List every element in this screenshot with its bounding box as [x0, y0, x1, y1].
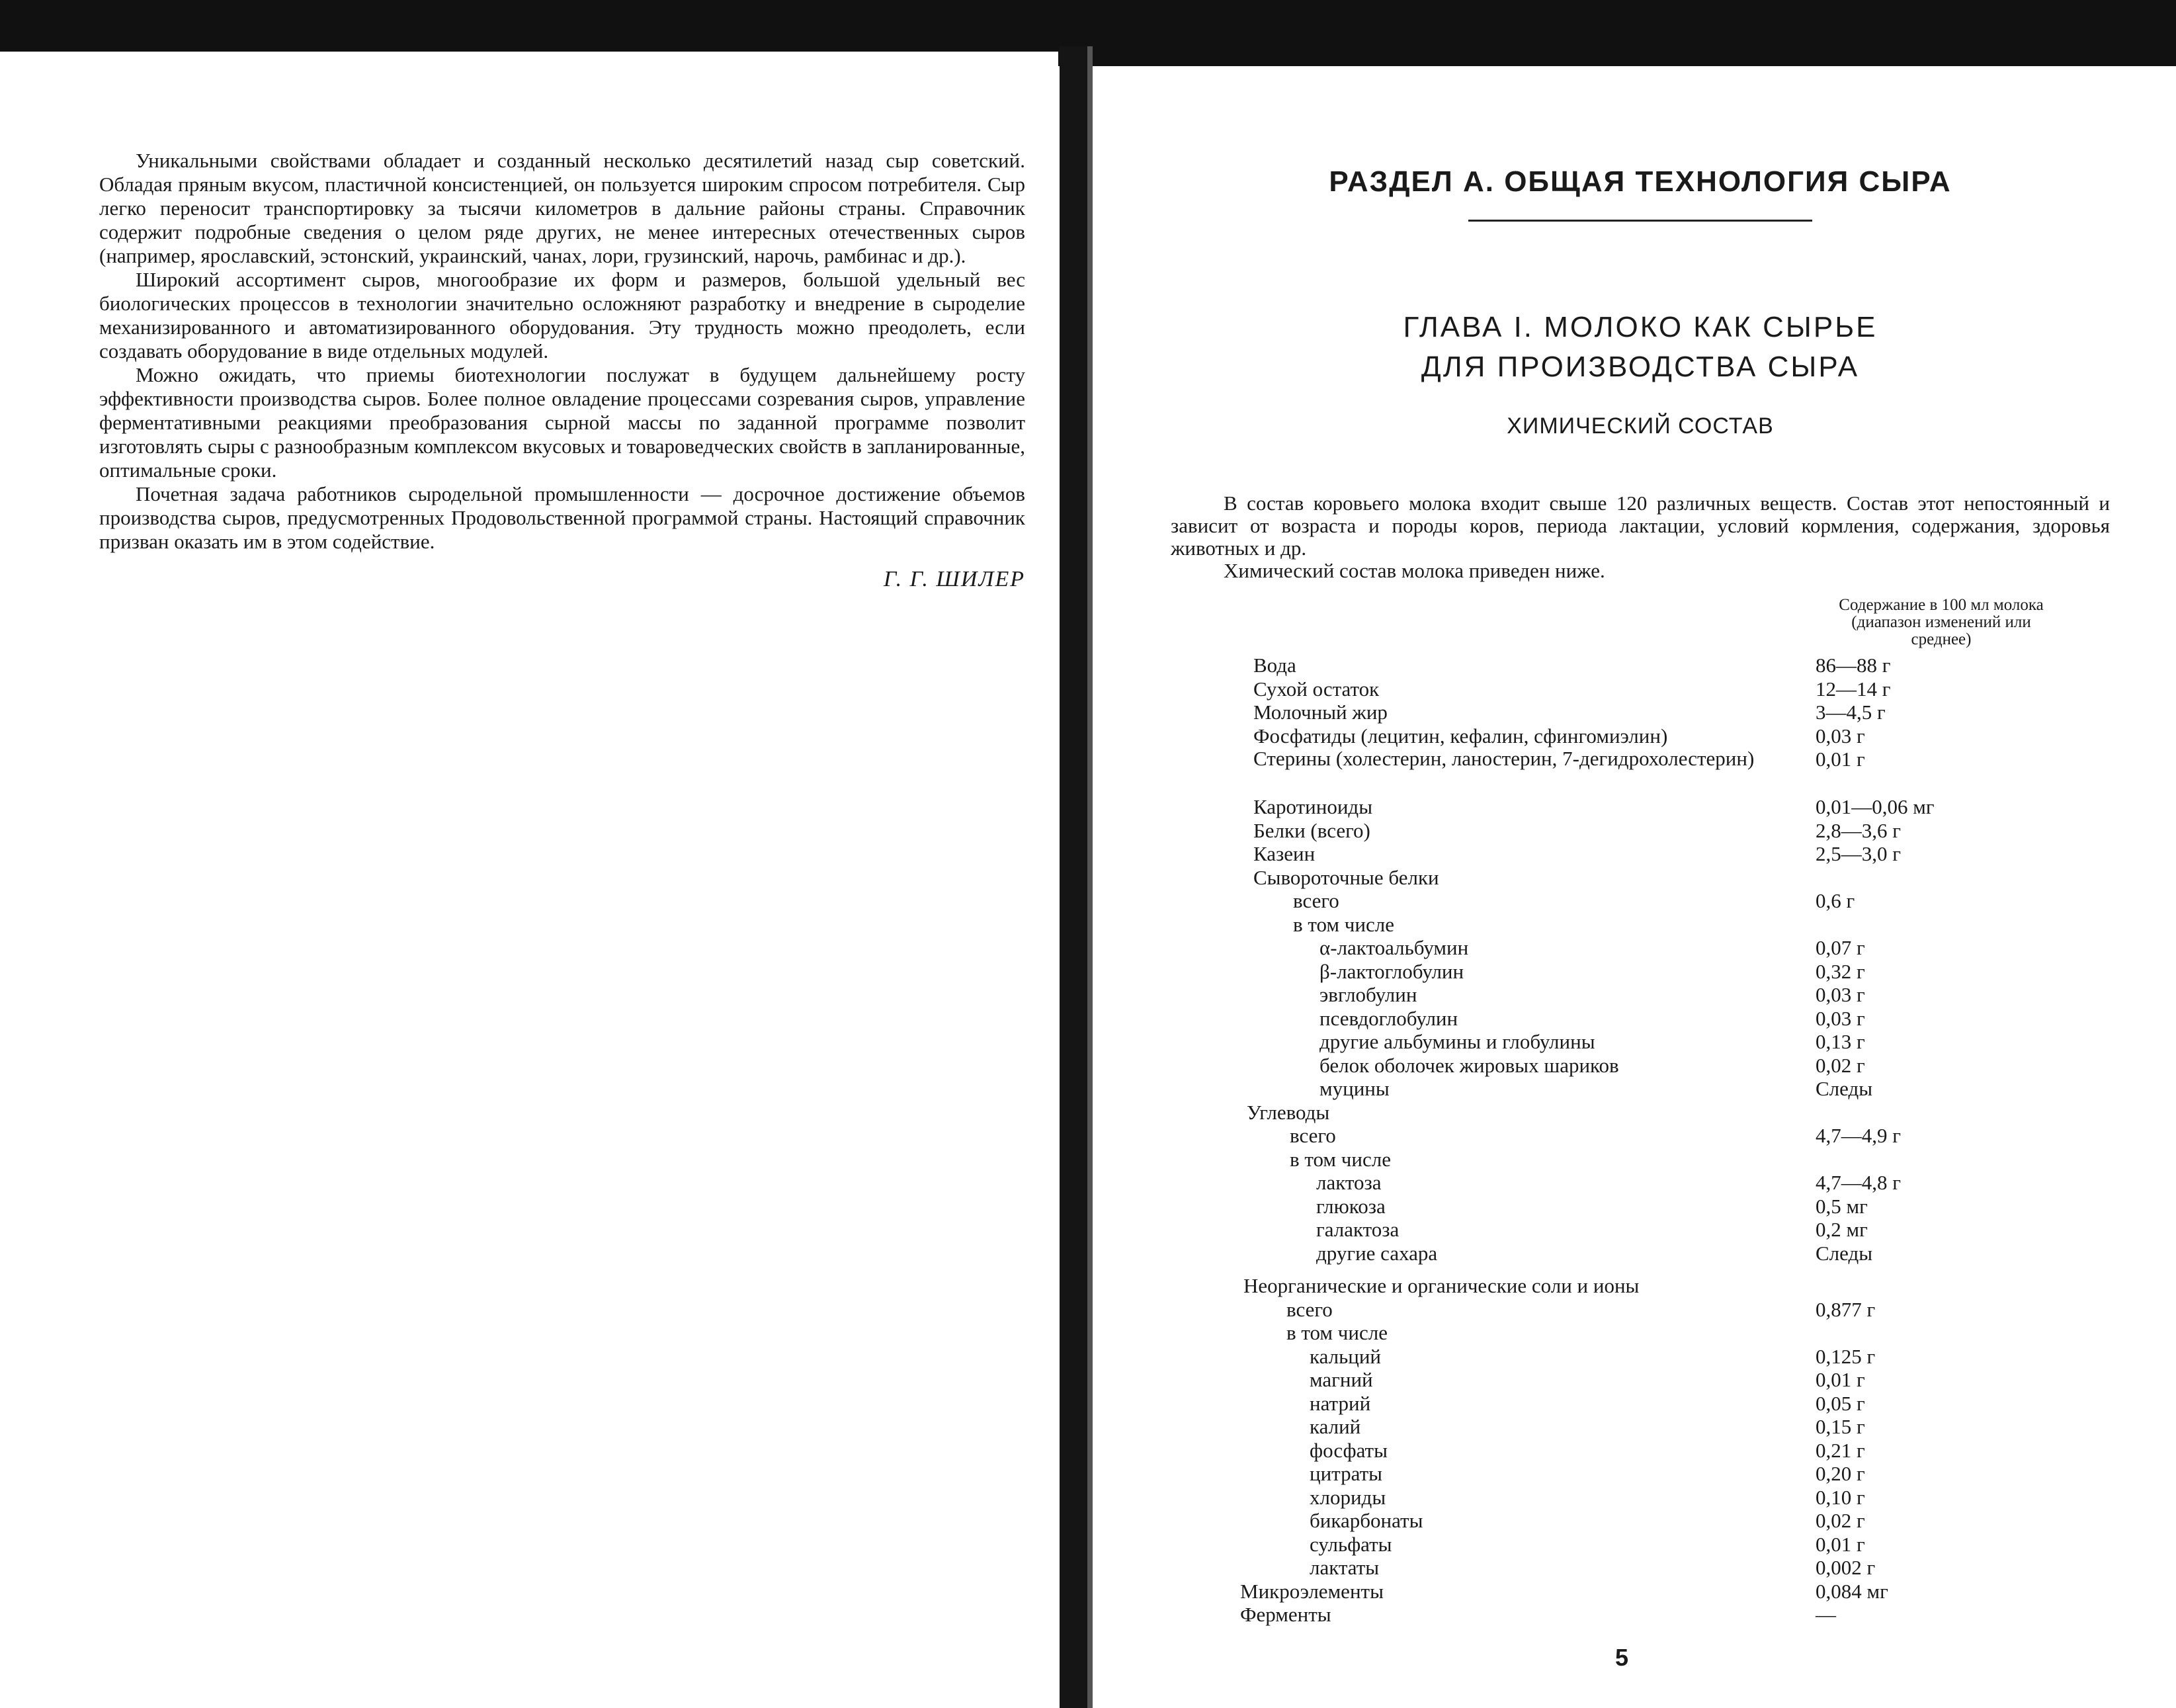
row-value: 0,125 г [1816, 1344, 1876, 1368]
row-value: 4,7—4,9 г [1816, 1124, 1901, 1147]
section-title: РАЗДЕЛ А. ОБЩАЯ ТЕХНОЛОГИЯ СЫРА [1329, 165, 1952, 198]
table-row [1171, 1274, 2110, 1298]
row-value: Следы [1816, 1077, 1873, 1100]
row-name: лактоза [1316, 1171, 1382, 1194]
row-name: в том числе [1290, 1147, 1391, 1171]
row-name: другие сахара [1316, 1241, 1438, 1265]
row-value: 0,20 г [1816, 1462, 1865, 1485]
row-name: галактоза [1316, 1218, 1400, 1241]
row-name: хлориды [1310, 1485, 1386, 1509]
row-value: 4,7—4,8 г [1816, 1171, 1901, 1194]
row-value: 2,5—3,0 г [1816, 842, 1901, 865]
table-row [1171, 842, 2110, 866]
row-name: Углеводы [1247, 1100, 1330, 1124]
row-name: Ферменты [1240, 1603, 1331, 1626]
table-row [1171, 1486, 2110, 1510]
row-value: 0,21 г [1816, 1438, 1865, 1462]
table-row [1171, 936, 2110, 960]
table-row [1171, 1171, 2110, 1195]
row-name: Сывороточные белки [1253, 865, 1439, 889]
chapter-title-line-1: ГЛАВА I. МОЛОКО КАК СЫРЬЕ [1403, 311, 1878, 343]
table-row [1171, 1509, 2110, 1533]
row-name: в том числе [1286, 1321, 1388, 1344]
intro [1171, 492, 2110, 582]
title-rule [1468, 220, 1812, 222]
table-row [1171, 1603, 2110, 1627]
table-row [1171, 1077, 2110, 1101]
table-row [1171, 1556, 2110, 1580]
table-row [1171, 701, 2110, 724]
table-row [1171, 889, 2110, 913]
table-row [1171, 1298, 2110, 1322]
paragraph-4: Почетная задача работников сыродельной промышленности — досрочное достижение объемов производства сыров, предусмотренных Продовольственной программой страны. Настоящий справочник призван оказать им в этом содействие. [99, 482, 1025, 553]
chapter-title-line-2: ДЛЯ ПРОИЗВОДСТВА СЫРА [1421, 351, 1860, 383]
row-value: 0,01—0,06 мг [1816, 795, 1935, 818]
row-value: 0,07 г [1816, 936, 1865, 959]
row-name: лактаты [1310, 1556, 1380, 1579]
row-name: Молочный жир [1253, 701, 1388, 724]
row-value: 0,15 г [1816, 1415, 1865, 1438]
row-value: 0,084 мг [1816, 1579, 1888, 1603]
column-header: Содержание в 100 мл молока (диапазон изменений или среднее) [1839, 596, 2044, 648]
row-name: бикарбонаты [1310, 1509, 1423, 1532]
row-name: псевдоглобулин [1319, 1006, 1458, 1030]
row-value: 0,5 мг [1816, 1194, 1868, 1218]
row-value: 0,01 г [1816, 1368, 1865, 1391]
row-value: 0,02 г [1816, 1053, 1865, 1077]
table-row [1171, 677, 2110, 701]
row-name: Фосфатиды (лецитин, кефалин, сфингомиэлин) [1253, 724, 1668, 747]
table-row [1171, 1533, 2110, 1557]
row-name: натрий [1310, 1391, 1371, 1415]
table-row [1171, 866, 2110, 890]
row-name: магний [1310, 1368, 1373, 1391]
table-row [1171, 1195, 2110, 1218]
chapter-title [1171, 308, 2110, 387]
row-value: 86—88 г [1816, 654, 1891, 677]
row-name: всего [1290, 1124, 1336, 1147]
row-value: 0,01 г [1816, 747, 1865, 771]
row-value: 0,03 г [1816, 724, 1865, 747]
row-name: цитраты [1310, 1462, 1382, 1485]
row-value: 3—4,5 г [1816, 701, 1886, 724]
intro-line-2: Химический состав молока приведен ниже. [1224, 559, 1605, 582]
row-value: 0,01 г [1816, 1532, 1865, 1556]
paragraph-2: Широкий ассортимент сыров, многообразие их форм и размеров, большой удельный вес биологических процессов в технологии значительно осложняют разработку и внедрение в сыроделие механизированного и автоматизированного оборудования. Эту трудность можно преодолеть, если создавать оборудование в виде отдельных модулей. [99, 268, 1025, 363]
row-name: всего [1286, 1297, 1333, 1321]
row-value: 0,10 г [1816, 1485, 1865, 1509]
table-row [1171, 1368, 2110, 1392]
row-name: Микроэлементы [1240, 1579, 1384, 1603]
row-name: α-лактоальбумин [1319, 936, 1469, 959]
row-value: 0,32 г [1816, 959, 1865, 983]
subheading: ХИМИЧЕСКИЙ СОСТАВ [1507, 413, 1774, 439]
table-row [1171, 1218, 2110, 1242]
table-row [1171, 1242, 2110, 1265]
row-name: другие альбумины и глобулины [1319, 1030, 1595, 1053]
book-spine [1060, 46, 1090, 1708]
book-spine-edge [1087, 46, 1093, 1708]
row-name: Каротиноиды [1253, 795, 1373, 818]
table-row [1171, 1415, 2110, 1439]
row-name: муцины [1319, 1077, 1390, 1100]
row-name: глюкоза [1316, 1194, 1386, 1218]
table-row [1171, 1580, 2110, 1603]
table-row [1171, 654, 2110, 677]
row-name: Неорганические и органические соли и ионы [1243, 1274, 1640, 1297]
row-name: сульфаты [1310, 1532, 1392, 1556]
row-value: 0,05 г [1816, 1391, 1865, 1415]
intro-paragraph: В состав коровьего молока входит свыше 120 различных веществ. Состав этот непостоянный и зависит от возраста и породы коров, периода лактации, условий кормления, содержания, здоровья животных и др. [1171, 491, 2110, 560]
row-value: Следы [1816, 1241, 1873, 1265]
table-row [1171, 795, 2110, 819]
paragraph-3: Можно ожидать, что приемы биотехнологии послужат в будущем дальнейшему росту эффективности производства сыров. Более полное овладение процессами созревания сыров, управление ферментативными реакциями преобразования сырной массы по заданной программе позволит изготовлять сыры с разнообразным комплексом вкусовых и товароведческих свойств в запланированные, оптимальные сроки. [99, 363, 1025, 482]
table-row [1171, 1007, 2110, 1031]
table-row [1171, 1124, 2110, 1148]
table-row [1171, 747, 2110, 795]
table-row [1171, 1392, 2110, 1416]
row-value: 0,2 мг [1816, 1218, 1868, 1241]
table-row [1171, 1345, 2110, 1369]
row-name: Вода [1253, 654, 1296, 677]
table-row [1171, 819, 2110, 843]
left-page [99, 149, 1025, 592]
table-row [1171, 1054, 2110, 1078]
row-name: эвглобулин [1319, 983, 1417, 1006]
table-row [1171, 1148, 2110, 1172]
row-name: белок оболочек жировых шариков [1319, 1053, 1619, 1077]
row-value: 0,002 г [1816, 1556, 1876, 1579]
row-value: 0,6 г [1816, 889, 1855, 912]
row-name: в том числе [1293, 912, 1394, 936]
row-value: 0,877 г [1816, 1297, 1876, 1321]
scan-top-border-right [1058, 40, 2176, 66]
page-number: 5 [1615, 1644, 1629, 1671]
table-row [1171, 1321, 2110, 1345]
row-value: 0,13 г [1816, 1030, 1865, 1053]
row-name: калий [1310, 1415, 1361, 1438]
table-row [1171, 1439, 2110, 1463]
row-value: 12—14 г [1816, 677, 1891, 701]
row-name: Стерины (холестерин, ланостерин, 7-дегидрохолестерин) [1253, 747, 1755, 770]
right-page [1171, 149, 2110, 1627]
row-value: — [1816, 1603, 1836, 1626]
table-row [1171, 724, 2110, 748]
row-value: 0,03 г [1816, 983, 1865, 1006]
paragraph-1: Уникальными свойствами обладает и созданный несколько десятилетий назад сыр советский. Обладая пряным вкусом, пластичной консистенцией, он пользуется широким спросом потребителя. Сыр легко переносит транспортировку за тысячи километров в дальние районы страны. Справочник содержит подробные сведения о целом ряде других, не менее интересных отечественных сыров (например, ярославский, эстонский, украинский, чанах, лори, грузинский, нарочь, рамбинас и др.). [99, 149, 1025, 267]
row-name: Белки (всего) [1253, 818, 1370, 842]
row-value: 0,03 г [1816, 1006, 1865, 1030]
table-row [1171, 1101, 2110, 1125]
row-name: всего [1293, 889, 1339, 912]
row-name: β-лактоглобулин [1319, 959, 1464, 983]
row-name: фосфаты [1310, 1438, 1388, 1462]
table-row [1171, 1462, 2110, 1486]
row-value: 2,8—3,6 г [1816, 818, 1901, 842]
table-row [1171, 1030, 2110, 1054]
row-name: кальций [1310, 1344, 1382, 1368]
row-name: Сухой остаток [1253, 677, 1380, 701]
table-row [1171, 983, 2110, 1007]
table-row [1171, 960, 2110, 984]
composition-table [1171, 654, 2110, 1627]
table-row [1171, 913, 2110, 937]
row-name: Казеин [1253, 842, 1316, 865]
row-value: 0,02 г [1816, 1509, 1865, 1532]
author-signature: Г. Г. ШИЛЕР [883, 567, 1025, 591]
